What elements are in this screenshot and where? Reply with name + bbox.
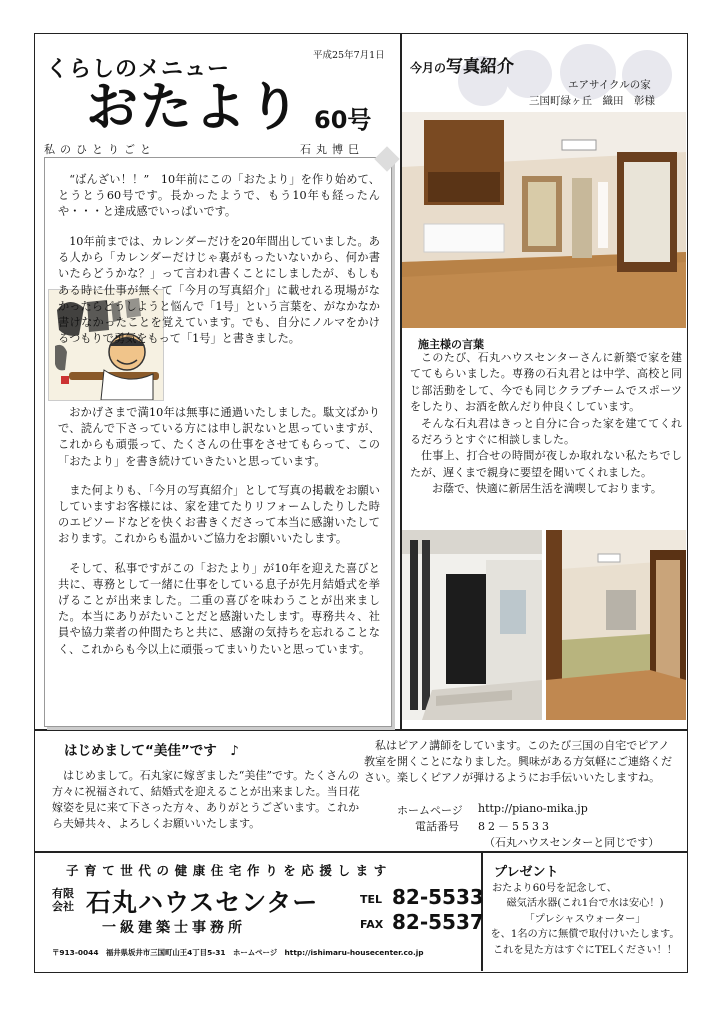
column-label: 私のひとりごと: [44, 143, 156, 156]
column-paragraph-text: 10年前までは、カレンダーだけを20年間出していました。ある人から「カレンダーだけじゃ裏がもったいないから、何か書いたらどうかな？」って言われ書くことにしましたが、もしもある時に仕事が無くて「今月の写真紹介」に載せれる現場がなかったらどうしようと悩んで「1号」という言葉を、がなかなか書けなかったことを覚えています。でも、自分にノルマをかけるつもりで勇気をもって「1号」と書きました。: [58, 235, 380, 346]
column-paragraph: また何よりも、「今月の写真紹介」として写真の掲載をお願いしていますお客様には、家を建てたりリフォームしたりした時のエピソードなどを快くお書きくださって本当に感謝いたしております。これからも温かいご協力をお願いいたします。: [58, 483, 380, 546]
entrance-photo: [402, 530, 542, 720]
footer-divider: [34, 851, 688, 853]
office-type: 一級建築士事務所: [102, 920, 246, 936]
section-divider: [34, 729, 688, 731]
phone-label: 電話番号: [415, 820, 459, 833]
owner-name: 三国町緑ヶ丘 織田 彰様: [529, 95, 655, 107]
greeting-title: はじめまして“美佳”です ♪: [64, 743, 239, 759]
fax-number: 82-5537: [392, 910, 484, 934]
homepage-url[interactable]: http://piano-mika.jp: [478, 802, 588, 815]
tatami-room-photo: [546, 530, 686, 720]
present-body: [484, 881, 686, 958]
phone-note: （石丸ハウスセンターと同じです）: [484, 836, 660, 849]
piano-text: 私はピアノ講師をしています。このたび三国の自宅でピアノ教室を開くことになりました。興味がある方気軽にご連絡ください。楽しくピアノが弾けるようにお手伝いいたしますね。: [364, 739, 672, 784]
present-title: プレゼント: [494, 865, 559, 880]
photo-section-heading: [410, 52, 514, 77]
present-line: を、1名の方に無償で取付けいたします。: [490, 929, 680, 941]
heading-prefix: 今月の: [410, 61, 447, 75]
column-author: 石丸博巳: [300, 143, 364, 156]
newsletter-subtitle: くらしのメニュー: [46, 57, 231, 82]
tel-label: TEL: [360, 893, 383, 906]
fax-label: FAX: [360, 918, 384, 931]
company-name: 石丸ハウスセンター: [86, 888, 319, 917]
greeting-text: はじめまして。石丸家に嫁ぎました“美佳”です。たくさんの方々に祝福されて、結婚式を迎えることが出来ました。当日花嫁姿を見に来て下さった方々、ありがとうございます。これから夫婦共々、よろしくお願いいたします。: [52, 769, 360, 830]
phone-number: 82－5533: [478, 820, 552, 833]
corp-type: [52, 887, 74, 913]
column-body-2: [58, 234, 380, 347]
corp-type-line: 有限: [52, 887, 74, 900]
present-line: 「プレシャスウォーター」: [524, 913, 646, 925]
column-paragraph: “ばんざい！！” 10年前にこの「おたより」を作り始めて、とうとう60号です。長かったようで、もう10年も経ったんや・・・と達成感でいっぱいです。: [58, 173, 380, 219]
present-line: 磁気活水器(これ1台で水は安心！): [506, 898, 664, 910]
living-room-photo: [402, 112, 686, 328]
comment-paragraph: このたび、石丸ハウスセンターさんに新築で家を建ててもらいました。専務の石丸君とは中学、高校と同じ部活動をして、今でも同じクラブチームでスポーツをしたり、お酒を飲んだり仲良くしています。: [410, 351, 682, 414]
homepage-label: ホームページ: [397, 804, 463, 817]
comment-paragraph: 仕事上、打合せの時間が夜しか取れない私たちでしたが、遅くまで親身に要望を聞いてくれました。: [410, 449, 682, 479]
present-line: おたより60号を記念して、: [492, 883, 617, 894]
comment-body: [410, 350, 682, 498]
comment-paragraph: そんな石丸君はきっと自分に合った家を建ててくれるだろうとすぐに相談しました。: [410, 416, 682, 447]
issue-date: 平成25年7月1日: [313, 50, 385, 61]
newsletter-title: おたより: [86, 78, 303, 138]
issue-number: 60号: [314, 106, 372, 134]
present-line: これを見た方はすぐにTELください！！: [493, 944, 677, 956]
comment-paragraph: お蔭で、快適に新居生活を満喫しております。: [432, 482, 662, 496]
column-body-3: [58, 405, 380, 671]
column-paragraph: そして、私事ですがこの「おたより」が10年を迎えた喜びと共に、専務として一緒に仕事をしている息子が先月結婚式を挙げることが出来ました。二重の喜びを味わうことが出来ました。本当にありがたいことだと感謝いたします。専務共々、社員や協力業者の仲間たちと共に、感謝の気持ちを忘れることなく、これからも今以上に頑張ってまいりたいと思っています。: [58, 561, 380, 656]
house-name: エアサイクルの家: [568, 79, 651, 91]
column-paragraph: おかげさまで満10年は無事に通過いたしました。駄文ばかりで、読んで下さっている方には申し訳ないと思っていますが、これからも頑張って、たくさんの仕事をさせてもらって、この「おたより」を書き続けていきたいと思っています。: [58, 406, 380, 468]
company-address: 〒913-0044 福井県坂井市三国町山王4丁目5-31 ホームページ http://ishimaru-housecenter.co.jp: [52, 948, 424, 957]
slogan: 子育て世代の健康住宅作りを応援します: [66, 863, 392, 878]
column-paragraph: [58, 234, 380, 347]
tel-number: 82-5533: [392, 885, 484, 909]
column-body: [58, 172, 380, 235]
corp-type-line: 会社: [52, 900, 74, 913]
heading-main: 写真紹介: [446, 57, 515, 77]
comment-title: 施主様の言葉: [418, 338, 484, 351]
